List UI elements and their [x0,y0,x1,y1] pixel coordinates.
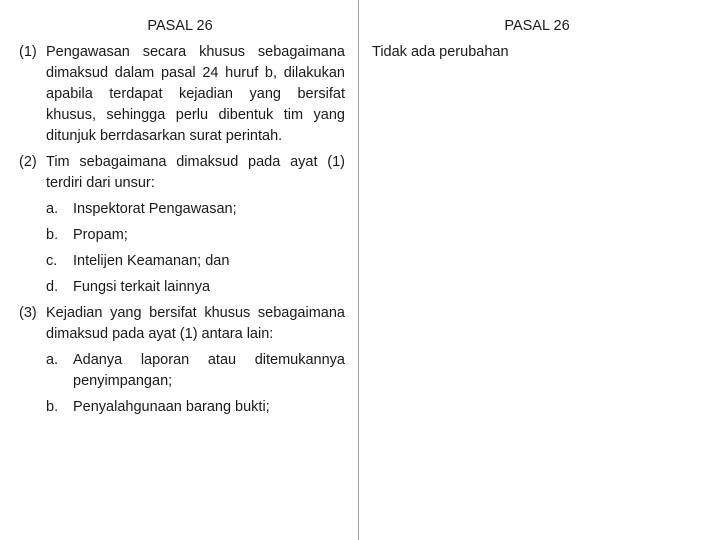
item-text: Propam; [73,227,128,243]
right-title-row [372,16,702,37]
column-divider [358,0,359,540]
item-letter: b. [46,227,59,243]
item-letter: c. [46,253,58,269]
item-text: Fungsi terkait lainnya [73,279,211,295]
ayat-text: Kejadian yang bersifat khusus sebagaimana dimaksud pada ayat (1) antara lain: [46,305,345,342]
item-text: Intelijen Keamanan; dan [73,253,230,269]
ayat-paragraph [0,303,345,345]
ayat-paragraph [0,152,345,194]
ayat-3-items [0,350,345,418]
list-item [0,397,345,418]
ayat-2 [0,152,345,298]
right-text: Tidak ada perubahan [372,44,509,60]
item-text: Adanya laporan atau ditemukannya penyimpangan; [73,352,345,389]
item-text: Inspektorat Pengawasan; [73,201,237,217]
list-item [0,225,345,246]
right-column [372,16,702,63]
ayat-text: Tim sebagaimana dimaksud pada ayat (1) terdiri dari unsur: [46,154,345,191]
ayat-paragraph [0,42,345,147]
item-letter: a. [46,201,59,217]
ayat-number: (2) [19,154,37,170]
ayat-2-items [0,199,345,298]
item-letter: a. [46,352,59,368]
list-item [0,199,345,220]
item-text: Penyalahgunaan barang bukti; [73,399,270,415]
list-item [0,277,345,298]
left-column [0,16,345,423]
item-letter: b. [46,399,59,415]
ayat-number: (1) [19,44,37,60]
ayat-number: (3) [19,305,37,321]
list-item [0,251,345,272]
item-letter: d. [46,279,59,295]
ayat-3 [0,303,345,418]
ayat-1 [0,42,345,147]
ayat-text: Pengawasan secara khusus sebagaimana dimaksud dalam pasal 24 huruf b, dilakukan apabila terdapat kejadian yang bersifat khusus, sehingga perlu dibentuk tim yang ditunjuk berrdasarkan surat perintah. [46,44,345,144]
left-title: PASAL 26 [147,18,213,34]
right-title: PASAL 26 [504,18,570,34]
list-item [0,350,345,392]
